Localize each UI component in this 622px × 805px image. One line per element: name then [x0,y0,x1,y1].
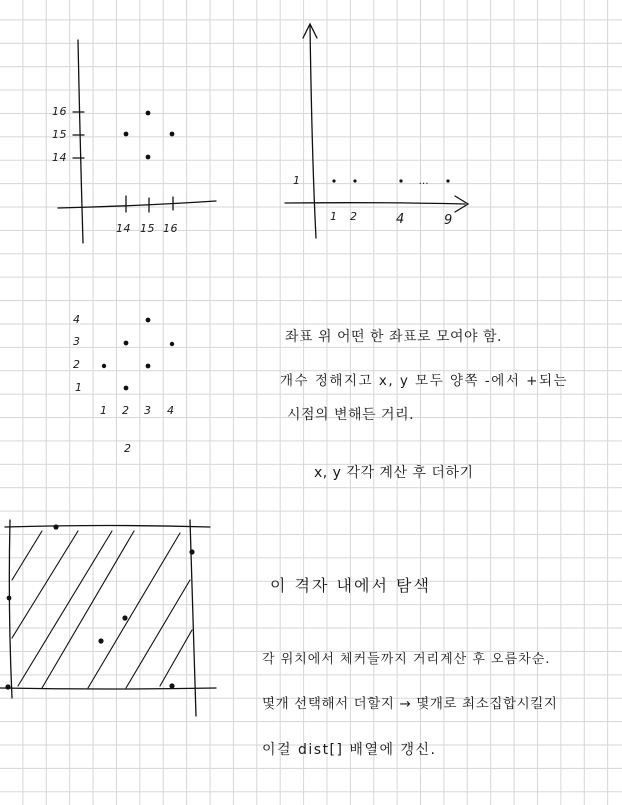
graph1-xtick-14: 14 [116,222,131,235]
checker-box-top [5,526,210,528]
note-line-3: 시점의 변해든 거리. [287,407,415,423]
graph1-ytick-15: 15 [52,128,67,141]
graph3-xtick-1: 1 [100,404,108,417]
graph2-ytick-1: 1 [293,174,301,187]
graph2-ellipsis: … [419,176,430,187]
graph2-xtick-2: 2 [350,210,358,223]
note2-line-2: 각 위치에서 체커들까지 거리계산 후 오름차순. [262,652,551,667]
checker-box-right [190,520,196,716]
graph3-ytick-1: 1 [75,381,83,394]
graph2-y-axis [310,26,316,238]
graph2-xtick-4: 4 [396,212,405,227]
graph3-ytick-3: 3 [73,335,81,348]
graph3-xtick-3: 3 [144,404,152,417]
note2-line-1: 이 격자 내에서 탐색 [270,576,431,595]
checker-box-left [9,520,12,698]
graph3-ytick-4: 4 [73,313,81,326]
checker-box-bottom [0,688,216,689]
hatching [12,531,192,688]
graph1-ytick-16: 16 [52,105,67,118]
note-line-1: 좌표 위 어떤 한 좌표로 모여야 함. [285,329,502,345]
graph3-xtick-2: 2 [122,404,130,417]
note-line-2: 개수 정해지고 x, y 모두 양쪽 -에서 +되는 [280,373,569,389]
graph2-x-axis [285,203,465,204]
graph1-ytick-14: 14 [52,151,67,164]
graph1-y-axis [78,40,83,243]
note2-line-4: 이걸 dist[] 배열에 갱신. [262,742,437,758]
note-line-4: x, y 각각 계산 후 더하기 [314,465,474,481]
graph2-xtick-9: 9 [444,213,453,228]
graph3-ytick-2: 2 [73,358,81,371]
note2-line-3: 몇개 선택해서 더할지 → 몇개로 최소집합시킬지 [262,696,558,712]
graph3-xtick-4: 4 [167,404,175,417]
graph3-below-label: 2 [124,442,132,455]
graph1-xtick-15: 15 [140,222,155,235]
graph2-xtick-1: 1 [330,210,338,223]
graph1-xtick-16: 16 [163,222,178,235]
